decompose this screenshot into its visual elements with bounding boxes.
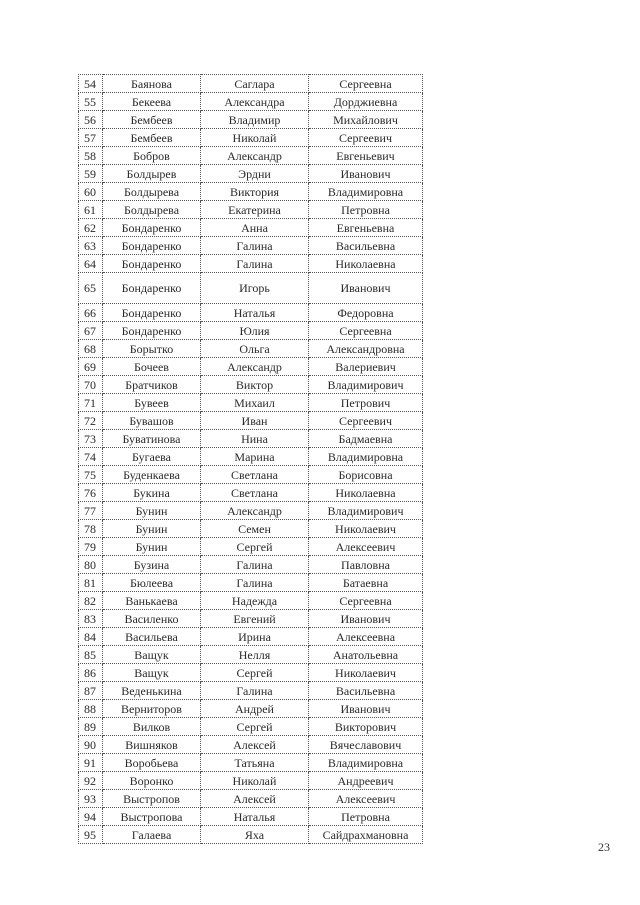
table-row (79, 628, 423, 646)
first-name-cell: Александр (201, 502, 309, 520)
page-number: 23 (598, 840, 610, 854)
patronymic-cell: Васильевна (309, 682, 423, 700)
first-name-cell: Галина (201, 682, 309, 700)
first-name-cell: Наталья (201, 808, 309, 826)
first-name-cell: Яха (201, 826, 309, 844)
row-number-cell: 93 (79, 790, 103, 808)
table-row (79, 394, 423, 412)
row-number-cell: 56 (79, 111, 103, 129)
last-name-cell: Воронко (103, 772, 201, 790)
last-name-cell: Бондаренко (103, 237, 201, 255)
table-row (79, 808, 423, 826)
patronymic-cell: Сергеевна (309, 592, 423, 610)
patronymic-cell: Дорджиевна (309, 93, 423, 111)
last-name-cell: Бекеева (103, 93, 201, 111)
table-row (79, 466, 423, 484)
row-number-cell: 90 (79, 736, 103, 754)
last-name-cell: Бондаренко (103, 255, 201, 273)
last-name-cell: Бобров (103, 147, 201, 165)
row-number-cell: 74 (79, 448, 103, 466)
row-number-cell: 66 (79, 304, 103, 322)
last-name-cell: Галаева (103, 826, 201, 844)
table-row (79, 556, 423, 574)
table-row (79, 376, 423, 394)
row-number-cell: 76 (79, 484, 103, 502)
table-row (79, 574, 423, 592)
first-name-cell: Николай (201, 772, 309, 790)
patronymic-cell: Вячеславович (309, 736, 423, 754)
row-number-cell: 85 (79, 646, 103, 664)
last-name-cell: Бугаева (103, 448, 201, 466)
row-number-cell: 54 (79, 75, 103, 93)
table-row (79, 664, 423, 682)
table-row (79, 718, 423, 736)
row-number-cell: 75 (79, 466, 103, 484)
table-row (79, 304, 423, 322)
last-name-cell: Бувашов (103, 412, 201, 430)
first-name-cell: Сергей (201, 718, 309, 736)
first-name-cell: Галина (201, 237, 309, 255)
first-name-cell: Михаил (201, 394, 309, 412)
row-number-cell: 55 (79, 93, 103, 111)
table-row (79, 520, 423, 538)
table-row (79, 448, 423, 466)
first-name-cell: Светлана (201, 466, 309, 484)
patronymic-cell: Петровна (309, 201, 423, 219)
last-name-cell: Василенко (103, 610, 201, 628)
patronymic-cell: Сайдрахмановна (309, 826, 423, 844)
first-name-cell: Марина (201, 448, 309, 466)
first-name-cell: Игорь (201, 273, 309, 304)
row-number-cell: 86 (79, 664, 103, 682)
first-name-cell: Николай (201, 129, 309, 147)
last-name-cell: Васильева (103, 628, 201, 646)
first-name-cell: Александр (201, 358, 309, 376)
patronymic-cell: Сергеевна (309, 75, 423, 93)
first-name-cell: Саглара (201, 75, 309, 93)
row-number-cell: 92 (79, 772, 103, 790)
patronymic-cell: Павловна (309, 556, 423, 574)
table-row (79, 772, 423, 790)
patronymic-cell: Иванович (309, 273, 423, 304)
patronymic-cell: Борисовна (309, 466, 423, 484)
last-name-cell: Бузина (103, 556, 201, 574)
last-name-cell: Ващук (103, 664, 201, 682)
patronymic-cell: Евгеньевич (309, 147, 423, 165)
first-name-cell: Наталья (201, 304, 309, 322)
row-number-cell: 60 (79, 183, 103, 201)
table-row (79, 736, 423, 754)
patronymic-cell: Петрович (309, 394, 423, 412)
table-row (79, 129, 423, 147)
last-name-cell: Бондаренко (103, 322, 201, 340)
row-number-cell: 58 (79, 147, 103, 165)
table-row (79, 502, 423, 520)
table-row (79, 183, 423, 201)
first-name-cell: Виктория (201, 183, 309, 201)
row-number-cell: 91 (79, 754, 103, 772)
table-row (79, 237, 423, 255)
first-name-cell: Андрей (201, 700, 309, 718)
last-name-cell: Бембеев (103, 129, 201, 147)
patronymic-cell: Алексеевич (309, 538, 423, 556)
first-name-cell: Светлана (201, 484, 309, 502)
first-name-cell: Сергей (201, 664, 309, 682)
first-name-cell: Екатерина (201, 201, 309, 219)
table-row (79, 147, 423, 165)
table-row (79, 682, 423, 700)
first-name-cell: Нина (201, 430, 309, 448)
row-number-cell: 81 (79, 574, 103, 592)
first-name-cell: Нелля (201, 646, 309, 664)
patronymic-cell: Иванович (309, 610, 423, 628)
table-row (79, 592, 423, 610)
patronymic-cell: Алексеевич (309, 790, 423, 808)
patronymic-cell: Батаевна (309, 574, 423, 592)
patronymic-cell: Бадмаевна (309, 430, 423, 448)
row-number-cell: 89 (79, 718, 103, 736)
last-name-cell: Бунин (103, 502, 201, 520)
patronymic-cell: Федоровна (309, 304, 423, 322)
patronymic-cell: Михайлович (309, 111, 423, 129)
row-number-cell: 69 (79, 358, 103, 376)
row-number-cell: 82 (79, 592, 103, 610)
patronymic-cell: Иванович (309, 700, 423, 718)
names-table (78, 74, 423, 844)
patronymic-cell: Владимирович (309, 502, 423, 520)
last-name-cell: Болдырев (103, 165, 201, 183)
names-table-body (79, 75, 423, 844)
row-number-cell: 77 (79, 502, 103, 520)
patronymic-cell: Васильевна (309, 237, 423, 255)
patronymic-cell: Владимировна (309, 754, 423, 772)
last-name-cell: Буватинова (103, 430, 201, 448)
table-row (79, 790, 423, 808)
row-number-cell: 79 (79, 538, 103, 556)
patronymic-cell: Николаевич (309, 520, 423, 538)
patronymic-cell: Владимирович (309, 376, 423, 394)
first-name-cell: Татьяна (201, 754, 309, 772)
patronymic-cell: Николаевна (309, 255, 423, 273)
table-row (79, 219, 423, 237)
first-name-cell: Иван (201, 412, 309, 430)
first-name-cell: Надежда (201, 592, 309, 610)
first-name-cell: Ольга (201, 340, 309, 358)
first-name-cell: Ирина (201, 628, 309, 646)
first-name-cell: Галина (201, 556, 309, 574)
patronymic-cell: Александровна (309, 340, 423, 358)
table-row (79, 484, 423, 502)
table-row (79, 646, 423, 664)
patronymic-cell: Анатольевна (309, 646, 423, 664)
table-row (79, 75, 423, 93)
last-name-cell: Выстропов (103, 790, 201, 808)
table-row (79, 610, 423, 628)
patronymic-cell: Петровна (309, 808, 423, 826)
row-number-cell: 61 (79, 201, 103, 219)
first-name-cell: Галина (201, 255, 309, 273)
table-row (79, 340, 423, 358)
last-name-cell: Бондаренко (103, 219, 201, 237)
first-name-cell: Владимир (201, 111, 309, 129)
table-row (79, 165, 423, 183)
last-name-cell: Бочеев (103, 358, 201, 376)
last-name-cell: Бунин (103, 538, 201, 556)
last-name-cell: Выстропова (103, 808, 201, 826)
last-name-cell: Бондаренко (103, 304, 201, 322)
table-row (79, 93, 423, 111)
row-number-cell: 80 (79, 556, 103, 574)
patronymic-cell: Сергеевич (309, 412, 423, 430)
last-name-cell: Веденькина (103, 682, 201, 700)
row-number-cell: 72 (79, 412, 103, 430)
row-number-cell: 95 (79, 826, 103, 844)
row-number-cell: 87 (79, 682, 103, 700)
row-number-cell: 73 (79, 430, 103, 448)
table-row (79, 273, 423, 304)
last-name-cell: Вилков (103, 718, 201, 736)
last-name-cell: Вишняков (103, 736, 201, 754)
last-name-cell: Бунин (103, 520, 201, 538)
last-name-cell: Буденкаева (103, 466, 201, 484)
row-number-cell: 88 (79, 700, 103, 718)
row-number-cell: 84 (79, 628, 103, 646)
table-row (79, 111, 423, 129)
patronymic-cell: Иванович (309, 165, 423, 183)
last-name-cell: Букина (103, 484, 201, 502)
row-number-cell: 63 (79, 237, 103, 255)
last-name-cell: Ванькаева (103, 592, 201, 610)
last-name-cell: Бувеев (103, 394, 201, 412)
table-row (79, 430, 423, 448)
first-name-cell: Алексей (201, 736, 309, 754)
row-number-cell: 94 (79, 808, 103, 826)
row-number-cell: 64 (79, 255, 103, 273)
first-name-cell: Алексей (201, 790, 309, 808)
first-name-cell: Галина (201, 574, 309, 592)
patronymic-cell: Владимировна (309, 183, 423, 201)
first-name-cell: Семен (201, 520, 309, 538)
last-name-cell: Бюлеева (103, 574, 201, 592)
first-name-cell: Александра (201, 93, 309, 111)
patronymic-cell: Николаевич (309, 664, 423, 682)
table-row (79, 538, 423, 556)
table-row (79, 412, 423, 430)
row-number-cell: 59 (79, 165, 103, 183)
last-name-cell: Воробьева (103, 754, 201, 772)
table-row (79, 700, 423, 718)
row-number-cell: 71 (79, 394, 103, 412)
last-name-cell: Баянова (103, 75, 201, 93)
table-row (79, 322, 423, 340)
row-number-cell: 67 (79, 322, 103, 340)
patronymic-cell: Валериевич (309, 358, 423, 376)
patronymic-cell: Викторович (309, 718, 423, 736)
last-name-cell: Болдырева (103, 183, 201, 201)
last-name-cell: Братчиков (103, 376, 201, 394)
table-row (79, 826, 423, 844)
row-number-cell: 70 (79, 376, 103, 394)
table-row (79, 358, 423, 376)
table-row (79, 255, 423, 273)
table-row (79, 754, 423, 772)
first-name-cell: Анна (201, 219, 309, 237)
row-number-cell: 62 (79, 219, 103, 237)
last-name-cell: Ващук (103, 646, 201, 664)
first-name-cell: Эрдни (201, 165, 309, 183)
first-name-cell: Сергей (201, 538, 309, 556)
row-number-cell: 68 (79, 340, 103, 358)
first-name-cell: Виктор (201, 376, 309, 394)
table-row (79, 201, 423, 219)
first-name-cell: Евгений (201, 610, 309, 628)
patronymic-cell: Андреевич (309, 772, 423, 790)
row-number-cell: 57 (79, 129, 103, 147)
last-name-cell: Верниторов (103, 700, 201, 718)
patronymic-cell: Евгеньевна (309, 219, 423, 237)
patronymic-cell: Владимировна (309, 448, 423, 466)
row-number-cell: 65 (79, 273, 103, 304)
patronymic-cell: Сергеевич (309, 129, 423, 147)
last-name-cell: Бондаренко (103, 273, 201, 304)
patronymic-cell: Алексеевна (309, 628, 423, 646)
last-name-cell: Борытко (103, 340, 201, 358)
patronymic-cell: Николаевна (309, 484, 423, 502)
first-name-cell: Александр (201, 147, 309, 165)
row-number-cell: 78 (79, 520, 103, 538)
last-name-cell: Бембеев (103, 111, 201, 129)
row-number-cell: 83 (79, 610, 103, 628)
last-name-cell: Болдырева (103, 201, 201, 219)
patronymic-cell: Сергеевна (309, 322, 423, 340)
first-name-cell: Юлия (201, 322, 309, 340)
